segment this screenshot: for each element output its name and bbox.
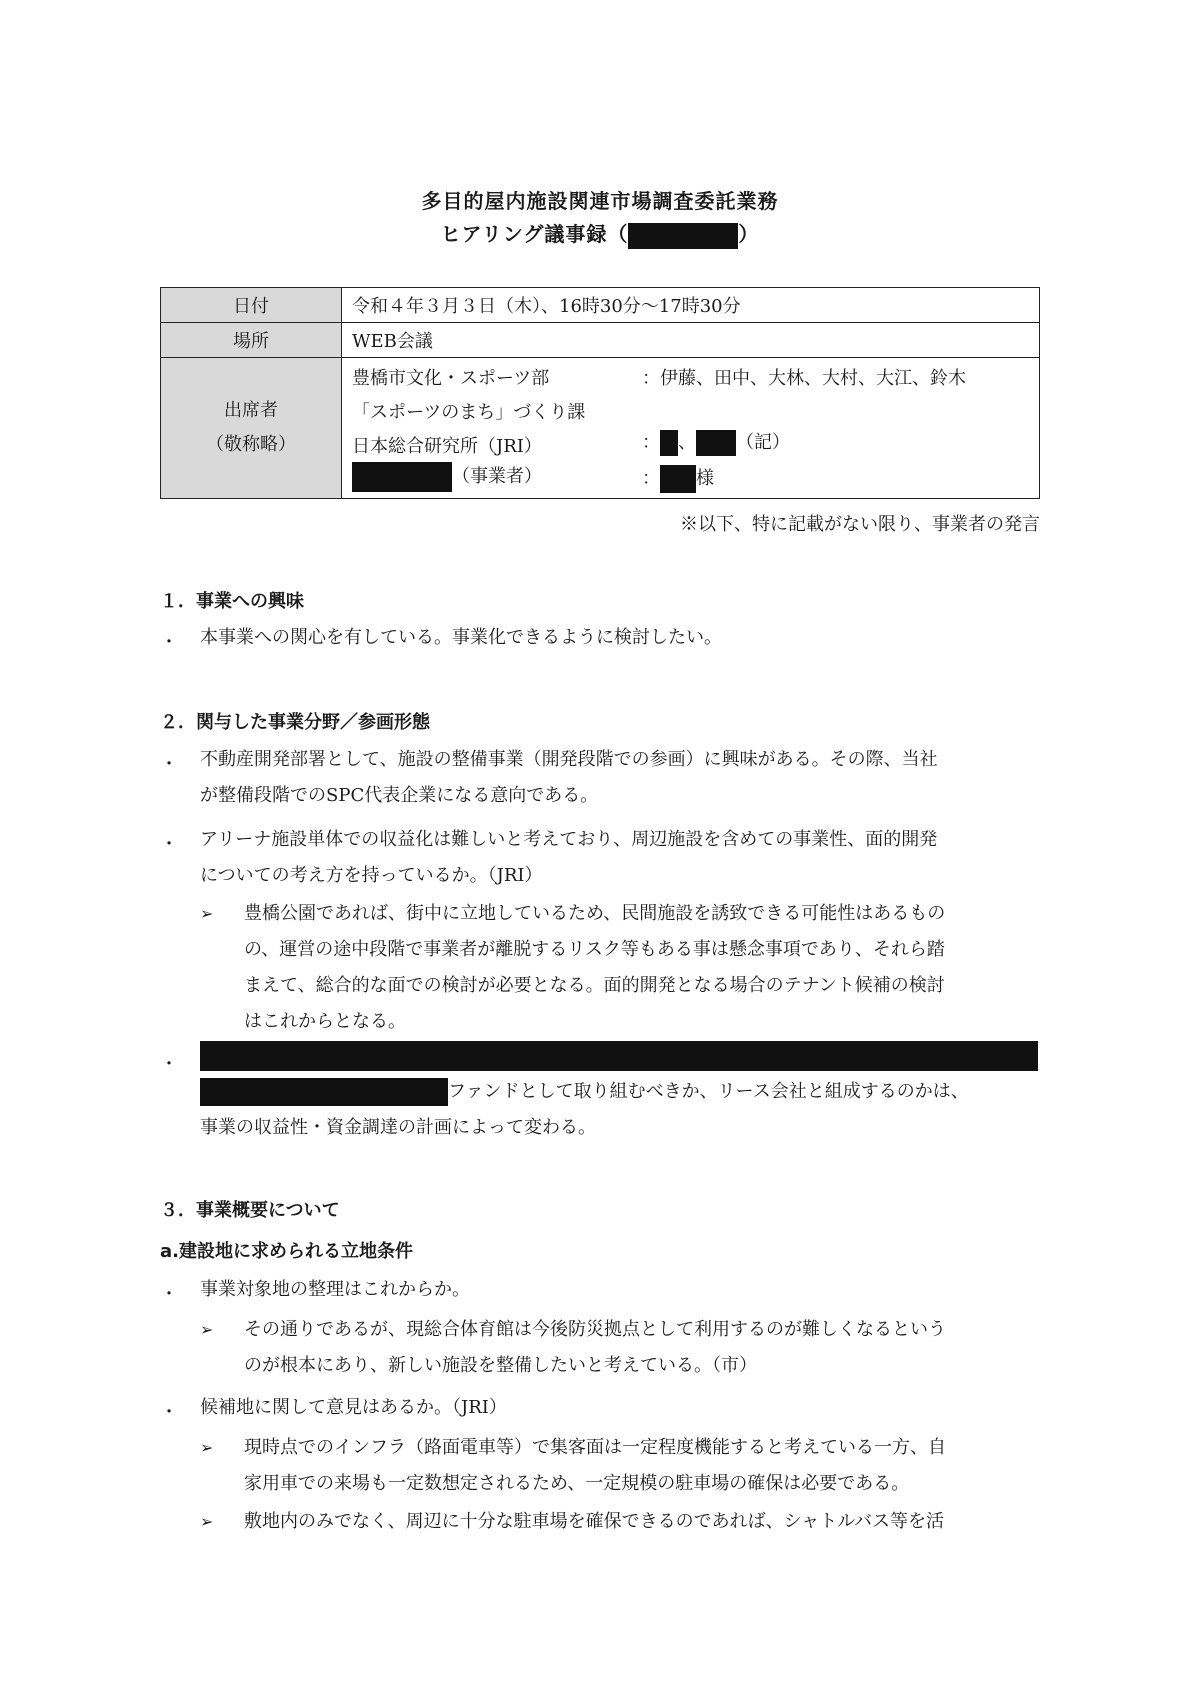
sec2-bullet2: [200, 822, 1040, 894]
sec2-bullet3-line2-text: ファンドとして取り組むべきか、リース会社と組成するのかは、: [448, 1081, 969, 1102]
attendees-cell: [342, 358, 1040, 499]
subtitle-prefix: ヒアリング議事録（: [440, 222, 629, 246]
org2-names: [642, 428, 790, 456]
date-label: 日付: [161, 288, 342, 323]
org2-note: （記）: [736, 432, 790, 453]
section2-heading: ２．関与した事業分野／参画形態: [160, 712, 430, 733]
attendees-label-sub: （敬称略）: [206, 434, 296, 455]
meeting-info-table: [160, 287, 1040, 499]
bullet-marker: ・: [160, 754, 178, 775]
org3-names: [642, 464, 714, 493]
arrow-marker: ➢: [200, 904, 214, 923]
arrow-marker: ➢: [200, 1438, 214, 1457]
arrow-marker: ➢: [200, 1320, 214, 1339]
speaker-note: ※以下、特に記載がない限り、事業者の発言: [680, 514, 1040, 535]
sec2-bullet1: [200, 742, 1040, 814]
sec2-bullet1-line2: が整備段階でのSPC代表企業になる意向である。: [200, 785, 599, 806]
sec2-answer1-line3: まえて、総合的な面での検討が必要となる。面的開発となる場合のテナント候補の検討: [244, 975, 945, 996]
sec3-answer1: [244, 1312, 1040, 1384]
bullet-marker: ・: [160, 632, 178, 653]
redaction-box: [200, 1041, 1038, 1071]
redaction-box: [200, 1078, 448, 1106]
org3-colon: ：: [642, 468, 660, 489]
org2-separator: 、: [678, 432, 696, 453]
sec3-answer2: [244, 1430, 1040, 1502]
subtitle-suffix: ）: [738, 222, 760, 246]
sec3-answer2-line1: 現時点でのインフラ（路面電車等）で集客面は一定程度機能すると考えている一方、自: [244, 1437, 946, 1458]
sec2-bullet3-line1: [200, 1038, 1040, 1074]
org1-name-line1: 豊橋市文化・スポーツ部: [352, 368, 550, 389]
org2-name: 日本総合研究所（JRI）: [352, 436, 542, 457]
org1-name-line2: 「スポーツのまち」づくり課: [352, 402, 586, 423]
attendees-label: [161, 358, 342, 499]
sec3-answer1-line2: のが根本にあり、新しい施設を整備したいと考えている。（市）: [244, 1355, 757, 1376]
document-title: 多目的屋内施設関連市場調査委託業務: [421, 189, 779, 213]
org3-name: [352, 462, 542, 492]
redaction-box: [352, 462, 452, 492]
sec3-answer1-line1: その通りであるが、現総合体育館は今後防災拠点として利用するのが難しくなるという: [244, 1319, 946, 1340]
section1-heading: １．事業への興味: [160, 591, 304, 612]
arrow-marker: ➢: [200, 1512, 214, 1531]
section3-heading: ３．事業概要について: [160, 1200, 340, 1221]
org1-names: ：伊藤、田中、大林、大村、大江、鈴木: [642, 368, 966, 389]
sec2-bullet2-line2: についての考え方を持っているか。（JRI）: [200, 865, 543, 886]
place-label: 場所: [161, 323, 342, 358]
sec2-bullet3-line3: 事業の収益性・資金調達の計画によって変わる。: [200, 1117, 596, 1138]
sec2-answer1-line1: 豊橋公園であれば、街中に立地しているため、民間施設を誘致できる可能性はあるもの: [244, 903, 946, 924]
bullet-marker: ・: [160, 834, 178, 855]
sec2-answer1-line4: はこれからとなる。: [244, 1011, 406, 1032]
bullet-marker: ・: [160, 1284, 178, 1305]
sec3-bullet1: 事業対象地の整理はこれからか。: [200, 1279, 470, 1300]
redaction-box: [660, 430, 678, 456]
org2-colon: ：: [642, 432, 660, 453]
org3-honorific: 様: [696, 468, 714, 489]
sec1-bullet1: 本事業への関心を有している。事業化できるように検討したい。: [200, 627, 722, 648]
sec2-bullet3: [200, 1038, 1040, 1146]
sec2-answer1-line2: の、運営の途中段階で事業者が離脱するリスク等もある事は懸念事項であり、それら踏: [244, 939, 945, 960]
redaction-box: [660, 465, 696, 493]
bullet-marker: ・: [160, 1402, 178, 1423]
document-subtitle: [0, 218, 1200, 249]
sec3-answer3: 敷地内のみでなく、周辺に十分な駐車場を確保できるのであれば、シャトルバス等を活: [244, 1511, 945, 1532]
place-value: WEB会議: [342, 323, 1040, 358]
redaction-box: [696, 430, 736, 456]
sec2-bullet1-line1: 不動産開発部署として、施設の整備事業（開発段階での参画）に興味がある。その際、当社: [200, 749, 938, 770]
sec2-bullet3-line2: [200, 1074, 1040, 1110]
sec3-bullet2: 候補地に関して意見はあるか。（JRI）: [200, 1397, 507, 1418]
redaction-box: [628, 223, 738, 249]
attendees-label-main: 出席者: [224, 400, 278, 421]
sec2-answer1: [244, 896, 1040, 1040]
bullet-marker: ・: [160, 1054, 178, 1075]
date-value: 令和４年３月３日（木）、16時30分～17時30分: [342, 288, 1040, 323]
sec3-answer2-line2: 家用車での来場も一定数想定されるため、一定規模の駐車場の確保は必要である。: [244, 1473, 910, 1494]
section3a-subheading: a.建設地に求められる立地条件: [160, 1241, 413, 1262]
sec2-bullet2-line1: アリーナ施設単体での収益化は難しいと考えており、周辺施設を含めての事業性、面的開発: [200, 829, 938, 850]
org3-suffix: （事業者）: [452, 466, 542, 487]
